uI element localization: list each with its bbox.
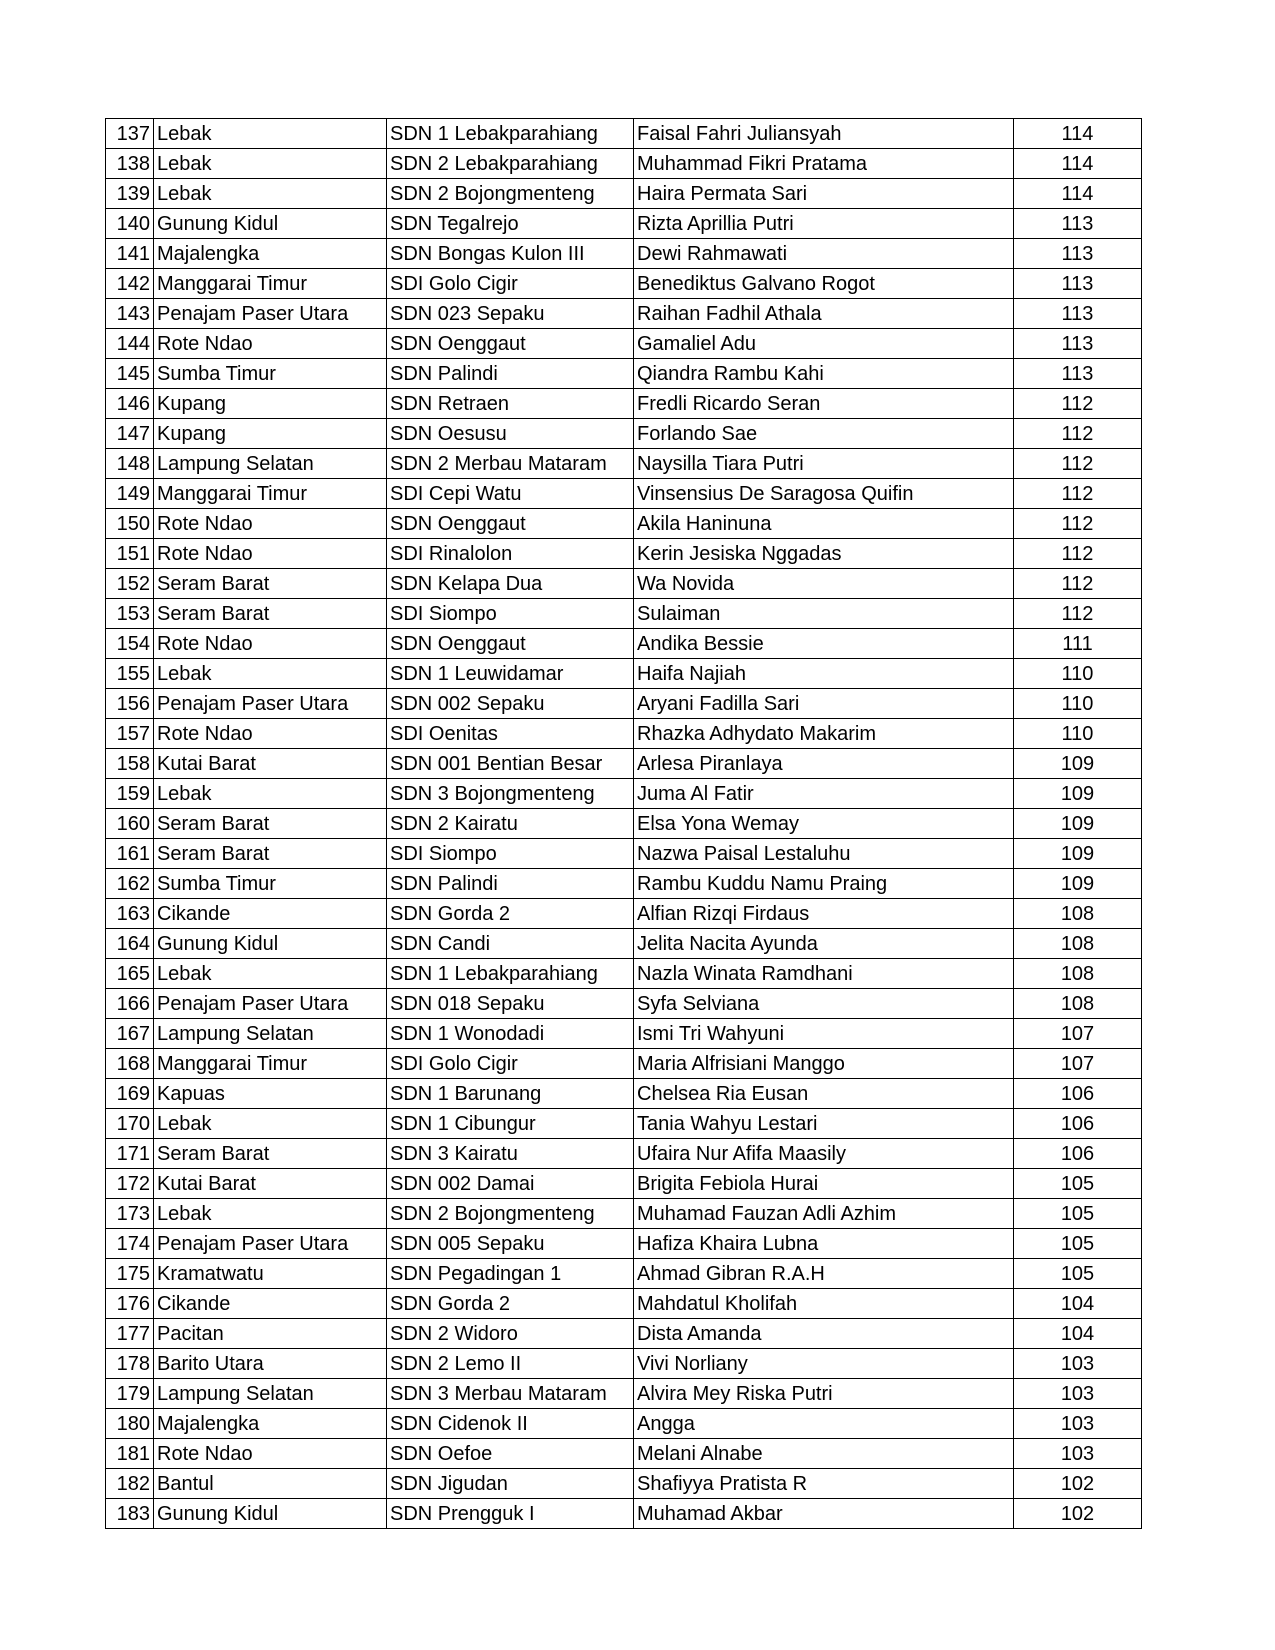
table-row <box>106 269 1142 299</box>
region-cell: Lampung Selatan <box>154 1379 387 1409</box>
table-row <box>106 1289 1142 1319</box>
table-row <box>106 1469 1142 1499</box>
region-cell: Rote Ndao <box>154 629 387 659</box>
school-cell: SDN 3 Merbau Mataram <box>387 1379 634 1409</box>
table-row <box>106 209 1142 239</box>
student-name-cell: Nazla Winata Ramdhani <box>634 959 1014 989</box>
region-cell: Rote Ndao <box>154 719 387 749</box>
school-cell: SDN 3 Bojongmenteng <box>387 779 634 809</box>
score-cell: 112 <box>1014 479 1142 509</box>
school-cell: SDN 001 Bentian Besar <box>387 749 634 779</box>
row-number-cell: 147 <box>106 419 154 449</box>
table-row <box>106 989 1142 1019</box>
region-cell: Lampung Selatan <box>154 1019 387 1049</box>
row-number-cell: 178 <box>106 1349 154 1379</box>
student-name-cell: Melani Alnabe <box>634 1439 1014 1469</box>
student-name-cell: Brigita Febiola Hurai <box>634 1169 1014 1199</box>
school-cell: SDN 023 Sepaku <box>387 299 634 329</box>
ranking-table-body <box>106 119 1142 1529</box>
row-number-cell: 146 <box>106 389 154 419</box>
score-cell: 110 <box>1014 659 1142 689</box>
student-name-cell: Vivi Norliany <box>634 1349 1014 1379</box>
region-cell: Seram Barat <box>154 599 387 629</box>
row-number-cell: 144 <box>106 329 154 359</box>
school-cell: SDN 2 Kairatu <box>387 809 634 839</box>
table-row <box>106 629 1142 659</box>
table-row <box>106 1169 1142 1199</box>
table-row <box>106 959 1142 989</box>
row-number-cell: 165 <box>106 959 154 989</box>
region-cell: Bantul <box>154 1469 387 1499</box>
student-name-cell: Syfa Selviana <box>634 989 1014 1019</box>
score-cell: 109 <box>1014 779 1142 809</box>
student-name-cell: Sulaiman <box>634 599 1014 629</box>
school-cell: SDN Bongas Kulon III <box>387 239 634 269</box>
score-cell: 110 <box>1014 689 1142 719</box>
table-row <box>106 1139 1142 1169</box>
region-cell: Lampung Selatan <box>154 449 387 479</box>
table-row <box>106 1079 1142 1109</box>
score-cell: 106 <box>1014 1139 1142 1169</box>
table-row <box>106 779 1142 809</box>
region-cell: Lebak <box>154 149 387 179</box>
row-number-cell: 153 <box>106 599 154 629</box>
student-name-cell: Ahmad Gibran R.A.H <box>634 1259 1014 1289</box>
ranking-table <box>105 118 1142 1529</box>
region-cell: Cikande <box>154 1289 387 1319</box>
student-name-cell: Wa Novida <box>634 569 1014 599</box>
score-cell: 107 <box>1014 1049 1142 1079</box>
school-cell: SDN 002 Sepaku <box>387 689 634 719</box>
row-number-cell: 183 <box>106 1499 154 1529</box>
student-name-cell: Fredli Ricardo Seran <box>634 389 1014 419</box>
school-cell: SDN 2 Merbau Mataram <box>387 449 634 479</box>
score-cell: 103 <box>1014 1409 1142 1439</box>
table-row <box>106 539 1142 569</box>
table-row <box>106 899 1142 929</box>
school-cell: SDN Gorda 2 <box>387 1289 634 1319</box>
score-cell: 113 <box>1014 359 1142 389</box>
row-number-cell: 151 <box>106 539 154 569</box>
student-name-cell: Haira Permata Sari <box>634 179 1014 209</box>
row-number-cell: 179 <box>106 1379 154 1409</box>
school-cell: SDN 1 Wonodadi <box>387 1019 634 1049</box>
table-row <box>106 299 1142 329</box>
score-cell: 113 <box>1014 269 1142 299</box>
region-cell: Seram Barat <box>154 839 387 869</box>
row-number-cell: 149 <box>106 479 154 509</box>
table-row <box>106 1439 1142 1469</box>
student-name-cell: Ufaira Nur Afifa Maasily <box>634 1139 1014 1169</box>
row-number-cell: 154 <box>106 629 154 659</box>
school-cell: SDN 2 Lemo II <box>387 1349 634 1379</box>
student-name-cell: Rizta Aprillia Putri <box>634 209 1014 239</box>
table-row <box>106 359 1142 389</box>
score-cell: 114 <box>1014 149 1142 179</box>
score-cell: 112 <box>1014 419 1142 449</box>
region-cell: Lebak <box>154 1199 387 1229</box>
row-number-cell: 159 <box>106 779 154 809</box>
row-number-cell: 173 <box>106 1199 154 1229</box>
region-cell: Manggarai Timur <box>154 479 387 509</box>
region-cell: Sumba Timur <box>154 359 387 389</box>
table-row <box>106 389 1142 419</box>
row-number-cell: 169 <box>106 1079 154 1109</box>
region-cell: Manggarai Timur <box>154 269 387 299</box>
table-row <box>106 1049 1142 1079</box>
school-cell: SDI Golo Cigir <box>387 269 634 299</box>
row-number-cell: 142 <box>106 269 154 299</box>
row-number-cell: 175 <box>106 1259 154 1289</box>
table-row <box>106 509 1142 539</box>
score-cell: 109 <box>1014 839 1142 869</box>
row-number-cell: 141 <box>106 239 154 269</box>
student-name-cell: Tania Wahyu Lestari <box>634 1109 1014 1139</box>
table-row <box>106 1259 1142 1289</box>
region-cell: Penajam Paser Utara <box>154 1229 387 1259</box>
score-cell: 110 <box>1014 719 1142 749</box>
score-cell: 106 <box>1014 1109 1142 1139</box>
student-name-cell: Mahdatul Kholifah <box>634 1289 1014 1319</box>
region-cell: Penajam Paser Utara <box>154 989 387 1019</box>
student-name-cell: Jelita Nacita Ayunda <box>634 929 1014 959</box>
region-cell: Barito Utara <box>154 1349 387 1379</box>
score-cell: 102 <box>1014 1469 1142 1499</box>
table-row <box>106 1229 1142 1259</box>
student-name-cell: Muhammad Fikri Pratama <box>634 149 1014 179</box>
row-number-cell: 160 <box>106 809 154 839</box>
student-name-cell: Alfian Rizqi Firdaus <box>634 899 1014 929</box>
student-name-cell: Chelsea Ria Eusan <box>634 1079 1014 1109</box>
table-row <box>106 1109 1142 1139</box>
school-cell: SDN Jigudan <box>387 1469 634 1499</box>
table-row <box>106 1499 1142 1529</box>
region-cell: Kutai Barat <box>154 1169 387 1199</box>
table-row <box>106 179 1142 209</box>
student-name-cell: Naysilla Tiara Putri <box>634 449 1014 479</box>
row-number-cell: 168 <box>106 1049 154 1079</box>
school-cell: SDN 3 Kairatu <box>387 1139 634 1169</box>
table-row <box>106 1349 1142 1379</box>
region-cell: Majalengka <box>154 1409 387 1439</box>
school-cell: SDN 2 Bojongmenteng <box>387 179 634 209</box>
score-cell: 105 <box>1014 1169 1142 1199</box>
student-name-cell: Benediktus Galvano Rogot <box>634 269 1014 299</box>
score-cell: 105 <box>1014 1259 1142 1289</box>
region-cell: Lebak <box>154 959 387 989</box>
score-cell: 112 <box>1014 569 1142 599</box>
row-number-cell: 145 <box>106 359 154 389</box>
student-name-cell: Dewi Rahmawati <box>634 239 1014 269</box>
score-cell: 104 <box>1014 1319 1142 1349</box>
student-name-cell: Arlesa Piranlaya <box>634 749 1014 779</box>
school-cell: SDN 2 Lebakparahiang <box>387 149 634 179</box>
region-cell: Cikande <box>154 899 387 929</box>
student-name-cell: Vinsensius De Saragosa Quifin <box>634 479 1014 509</box>
row-number-cell: 181 <box>106 1439 154 1469</box>
region-cell: Penajam Paser Utara <box>154 299 387 329</box>
score-cell: 105 <box>1014 1199 1142 1229</box>
score-cell: 113 <box>1014 239 1142 269</box>
score-cell: 114 <box>1014 179 1142 209</box>
table-row <box>106 1019 1142 1049</box>
table-row <box>106 749 1142 779</box>
region-cell: Kramatwatu <box>154 1259 387 1289</box>
student-name-cell: Dista Amanda <box>634 1319 1014 1349</box>
school-cell: SDI Siompo <box>387 599 634 629</box>
region-cell: Seram Barat <box>154 809 387 839</box>
region-cell: Majalengka <box>154 239 387 269</box>
row-number-cell: 171 <box>106 1139 154 1169</box>
school-cell: SDN Oenggaut <box>387 509 634 539</box>
student-name-cell: Andika Bessie <box>634 629 1014 659</box>
student-name-cell: Elsa Yona Wemay <box>634 809 1014 839</box>
region-cell: Seram Barat <box>154 1139 387 1169</box>
region-cell: Sumba Timur <box>154 869 387 899</box>
school-cell: SDN 005 Sepaku <box>387 1229 634 1259</box>
student-name-cell: Angga <box>634 1409 1014 1439</box>
school-cell: SDN Kelapa Dua <box>387 569 634 599</box>
score-cell: 112 <box>1014 389 1142 419</box>
region-cell: Lebak <box>154 119 387 149</box>
score-cell: 113 <box>1014 299 1142 329</box>
table-row <box>106 839 1142 869</box>
school-cell: SDI Rinalolon <box>387 539 634 569</box>
score-cell: 102 <box>1014 1499 1142 1529</box>
region-cell: Manggarai Timur <box>154 1049 387 1079</box>
table-row <box>106 239 1142 269</box>
row-number-cell: 156 <box>106 689 154 719</box>
table-row <box>106 869 1142 899</box>
student-name-cell: Maria Alfrisiani Manggo <box>634 1049 1014 1079</box>
student-name-cell: Alvira Mey Riska Putri <box>634 1379 1014 1409</box>
score-cell: 103 <box>1014 1349 1142 1379</box>
student-name-cell: Qiandra Rambu Kahi <box>634 359 1014 389</box>
school-cell: SDN Palindi <box>387 359 634 389</box>
score-cell: 109 <box>1014 749 1142 779</box>
school-cell: SDN Oefoe <box>387 1439 634 1469</box>
table-row <box>106 449 1142 479</box>
row-number-cell: 148 <box>106 449 154 479</box>
row-number-cell: 139 <box>106 179 154 209</box>
student-name-cell: Rhazka Adhydato Makarim <box>634 719 1014 749</box>
table-row <box>106 149 1142 179</box>
score-cell: 104 <box>1014 1289 1142 1319</box>
school-cell: SDN Oenggaut <box>387 629 634 659</box>
region-cell: Rote Ndao <box>154 1439 387 1469</box>
row-number-cell: 137 <box>106 119 154 149</box>
student-name-cell: Muhamad Akbar <box>634 1499 1014 1529</box>
school-cell: SDI Oenitas <box>387 719 634 749</box>
school-cell: SDN 2 Widoro <box>387 1319 634 1349</box>
score-cell: 112 <box>1014 539 1142 569</box>
results-sheet <box>105 118 1142 1529</box>
row-number-cell: 155 <box>106 659 154 689</box>
student-name-cell: Gamaliel Adu <box>634 329 1014 359</box>
student-name-cell: Muhamad Fauzan Adli Azhim <box>634 1199 1014 1229</box>
student-name-cell: Faisal Fahri Juliansyah <box>634 119 1014 149</box>
student-name-cell: Shafiyya Pratista R <box>634 1469 1014 1499</box>
region-cell: Rote Ndao <box>154 329 387 359</box>
region-cell: Penajam Paser Utara <box>154 689 387 719</box>
table-row <box>106 1379 1142 1409</box>
region-cell: Kupang <box>154 419 387 449</box>
row-number-cell: 164 <box>106 929 154 959</box>
region-cell: Lebak <box>154 1109 387 1139</box>
student-name-cell: Aryani Fadilla Sari <box>634 689 1014 719</box>
score-cell: 112 <box>1014 449 1142 479</box>
region-cell: Gunung Kidul <box>154 1499 387 1529</box>
row-number-cell: 143 <box>106 299 154 329</box>
school-cell: SDI Golo Cigir <box>387 1049 634 1079</box>
table-row <box>106 689 1142 719</box>
school-cell: SDN Cidenok II <box>387 1409 634 1439</box>
row-number-cell: 152 <box>106 569 154 599</box>
row-number-cell: 150 <box>106 509 154 539</box>
school-cell: SDN Oenggaut <box>387 329 634 359</box>
row-number-cell: 182 <box>106 1469 154 1499</box>
score-cell: 113 <box>1014 209 1142 239</box>
school-cell: SDN 2 Bojongmenteng <box>387 1199 634 1229</box>
row-number-cell: 180 <box>106 1409 154 1439</box>
table-row <box>106 119 1142 149</box>
table-row <box>106 1319 1142 1349</box>
student-name-cell: Nazwa Paisal Lestaluhu <box>634 839 1014 869</box>
row-number-cell: 170 <box>106 1109 154 1139</box>
table-row <box>106 929 1142 959</box>
student-name-cell: Rambu Kuddu Namu Praing <box>634 869 1014 899</box>
student-name-cell: Kerin Jesiska Nggadas <box>634 539 1014 569</box>
row-number-cell: 163 <box>106 899 154 929</box>
score-cell: 111 <box>1014 629 1142 659</box>
table-row <box>106 809 1142 839</box>
region-cell: Pacitan <box>154 1319 387 1349</box>
table-row <box>106 329 1142 359</box>
score-cell: 112 <box>1014 599 1142 629</box>
row-number-cell: 172 <box>106 1169 154 1199</box>
table-row <box>106 719 1142 749</box>
table-row <box>106 419 1142 449</box>
table-row <box>106 599 1142 629</box>
school-cell: SDN 1 Lebakparahiang <box>387 119 634 149</box>
row-number-cell: 161 <box>106 839 154 869</box>
school-cell: SDN 002 Damai <box>387 1169 634 1199</box>
score-cell: 108 <box>1014 989 1142 1019</box>
school-cell: SDN 1 Cibungur <box>387 1109 634 1139</box>
score-cell: 113 <box>1014 329 1142 359</box>
region-cell: Kutai Barat <box>154 749 387 779</box>
school-cell: SDN Palindi <box>387 869 634 899</box>
region-cell: Kapuas <box>154 1079 387 1109</box>
school-cell: SDN Retraen <box>387 389 634 419</box>
region-cell: Lebak <box>154 179 387 209</box>
student-name-cell: Haifa Najiah <box>634 659 1014 689</box>
school-cell: SDN 1 Barunang <box>387 1079 634 1109</box>
score-cell: 106 <box>1014 1079 1142 1109</box>
row-number-cell: 174 <box>106 1229 154 1259</box>
school-cell: SDN Prengguk I <box>387 1499 634 1529</box>
region-cell: Rote Ndao <box>154 509 387 539</box>
table-row <box>106 659 1142 689</box>
score-cell: 109 <box>1014 869 1142 899</box>
school-cell: SDI Cepi Watu <box>387 479 634 509</box>
school-cell: SDN 1 Leuwidamar <box>387 659 634 689</box>
row-number-cell: 157 <box>106 719 154 749</box>
region-cell: Rote Ndao <box>154 539 387 569</box>
table-row <box>106 1409 1142 1439</box>
row-number-cell: 138 <box>106 149 154 179</box>
table-row <box>106 1199 1142 1229</box>
score-cell: 105 <box>1014 1229 1142 1259</box>
table-row <box>106 569 1142 599</box>
row-number-cell: 166 <box>106 989 154 1019</box>
school-cell: SDN Tegalrejo <box>387 209 634 239</box>
table-row <box>106 479 1142 509</box>
school-cell: SDN Pegadingan 1 <box>387 1259 634 1289</box>
score-cell: 114 <box>1014 119 1142 149</box>
row-number-cell: 167 <box>106 1019 154 1049</box>
region-cell: Seram Barat <box>154 569 387 599</box>
region-cell: Lebak <box>154 779 387 809</box>
region-cell: Gunung Kidul <box>154 209 387 239</box>
school-cell: SDI Siompo <box>387 839 634 869</box>
school-cell: SDN 018 Sepaku <box>387 989 634 1019</box>
student-name-cell: Raihan Fadhil Athala <box>634 299 1014 329</box>
school-cell: SDN Candi <box>387 929 634 959</box>
student-name-cell: Ismi Tri Wahyuni <box>634 1019 1014 1049</box>
region-cell: Kupang <box>154 389 387 419</box>
school-cell: SDN Oesusu <box>387 419 634 449</box>
student-name-cell: Akila Haninuna <box>634 509 1014 539</box>
row-number-cell: 177 <box>106 1319 154 1349</box>
row-number-cell: 158 <box>106 749 154 779</box>
student-name-cell: Hafiza Khaira Lubna <box>634 1229 1014 1259</box>
score-cell: 107 <box>1014 1019 1142 1049</box>
row-number-cell: 140 <box>106 209 154 239</box>
school-cell: SDN Gorda 2 <box>387 899 634 929</box>
score-cell: 109 <box>1014 809 1142 839</box>
region-cell: Gunung Kidul <box>154 929 387 959</box>
score-cell: 103 <box>1014 1439 1142 1469</box>
row-number-cell: 176 <box>106 1289 154 1319</box>
score-cell: 108 <box>1014 899 1142 929</box>
score-cell: 108 <box>1014 959 1142 989</box>
student-name-cell: Juma Al Fatir <box>634 779 1014 809</box>
region-cell: Lebak <box>154 659 387 689</box>
score-cell: 108 <box>1014 929 1142 959</box>
row-number-cell: 162 <box>106 869 154 899</box>
student-name-cell: Forlando Sae <box>634 419 1014 449</box>
score-cell: 112 <box>1014 509 1142 539</box>
score-cell: 103 <box>1014 1379 1142 1409</box>
school-cell: SDN 1 Lebakparahiang <box>387 959 634 989</box>
